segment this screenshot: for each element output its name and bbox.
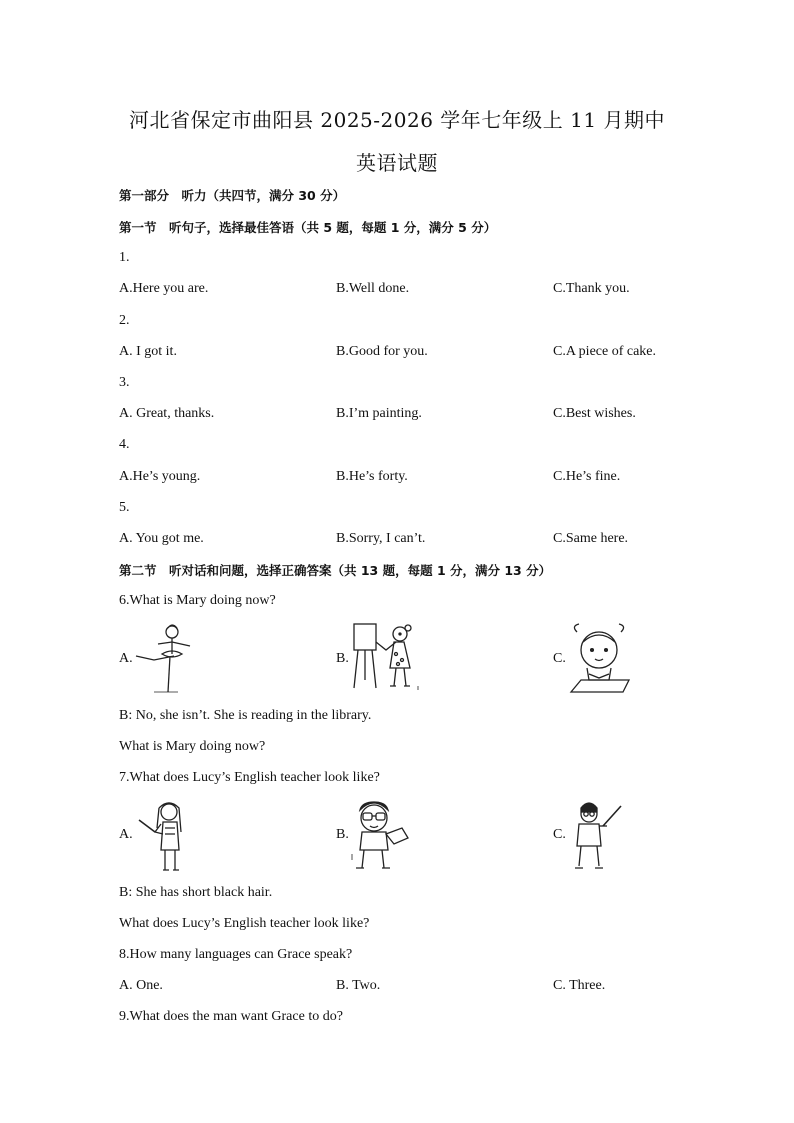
question-number: 5. [119,500,130,515]
girl-painting-at-easel-icon [350,620,422,692]
glasses-man-teacher-icon [350,798,412,870]
script-question: What does Lucy’s English teacher look like? [119,916,370,931]
question-text: 9.What does the man want Grace to do? [119,1009,343,1024]
ballet-dancer-icon [132,620,196,694]
question-number: 1. [119,250,130,265]
option-b: B. [336,651,349,666]
question-number: 2. [119,313,130,328]
exam-subtitle: 英语试题 [356,151,438,175]
option-c: C.He’s fine. [553,469,621,484]
option-c: C.Thank you. [553,281,630,296]
option-c: C. [553,827,566,842]
option-b: B. Two. [336,978,381,993]
option-b: B.I’m painting. [336,406,422,421]
option-c: C.A piece of cake. [553,344,657,359]
option-a: A. One. [119,978,163,993]
girl-reading-book-icon [567,622,631,694]
script-answer: B: No, she isn’t. She is reading in the library. [119,708,372,723]
option-a: A.He’s young. [119,469,201,484]
section-heading: 第一节 听句子，选择最佳答语（共 5 题，每题 1 分，满分 5 分） [119,220,497,235]
short-haired-woman-teacher-icon [567,798,625,872]
part-heading: 第一部分 听力（共四节，满分 30 分） [119,188,346,203]
option-c: C. [553,651,566,666]
option-a: A. Great, thanks. [119,406,215,421]
option-c: C. Three. [553,978,606,993]
option-b: B.Sorry, I can’t. [336,531,426,546]
question-number: 4. [119,437,130,452]
option-b: B.Good for you. [336,344,428,359]
script-question: What is Mary doing now? [119,739,266,754]
question-text: 8.How many languages can Grace speak? [119,947,353,962]
option-b: B. [336,827,349,842]
option-c: C.Best wishes. [553,406,636,421]
question-number: 3. [119,375,130,390]
option-a: A. [119,651,133,666]
long-haired-woman-teacher-icon [135,798,193,872]
option-a: A. You got me. [119,531,204,546]
question-text: 7.What does Lucy’s English teacher look like? [119,770,380,785]
option-a: A. [119,827,133,842]
option-b: B.Well done. [336,281,410,296]
question-text: 6.What is Mary doing now? [119,593,276,608]
option-c: C.Same here. [553,531,629,546]
option-b: B.He’s forty. [336,469,408,484]
section-heading: 第二节 听对话和问题，选择正确答案（共 13 题，每题 1 分，满分 13 分） [119,563,552,578]
option-a: A.Here you are. [119,281,209,296]
script-answer: B: She has short black hair. [119,885,273,900]
exam-title: 河北省保定市曲阳县 2025-2026 学年七年级上 11 月期中 [129,108,665,132]
option-a: A. I got it. [119,344,177,359]
